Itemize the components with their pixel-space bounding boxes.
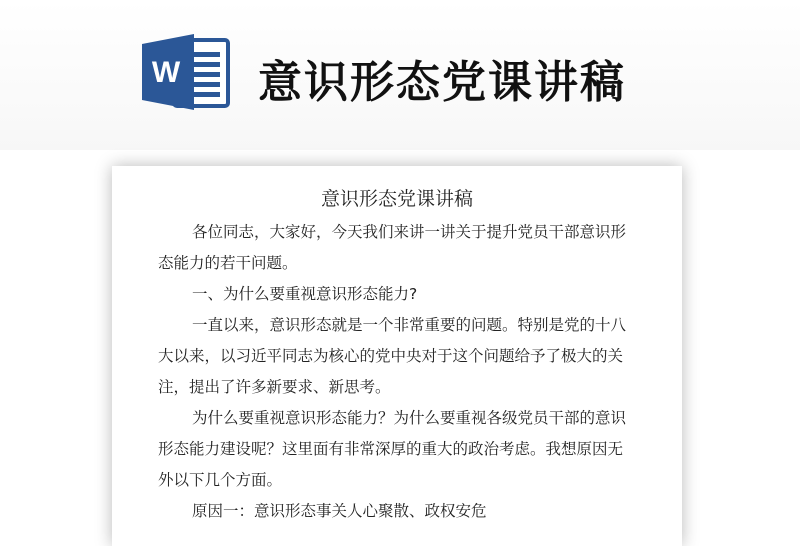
document-line: 注，提出了许多新要求、新思考。 [158,378,391,396]
document-line: 一、为什么要重视意识形态能力? [192,285,418,303]
document-line: 一直以来，意识形态就是一个非常重要的问题。特别是党的十八 [192,316,627,334]
word-logo-letter: W [151,56,181,89]
word-icon [140,32,232,112]
page-title: 意识形态党课讲稿 [258,57,626,108]
document-line: 大以来，以习近平同志为核心的党中央对于这个问题给予了极大的关 [158,347,624,365]
document-line: 原因一：意识形态事关人心聚散、政权安危 [192,502,487,520]
document-line: 各位同志，大家好，今天我们来讲一讲关于提升党员干部意识形 [192,223,627,241]
document-page [112,166,682,546]
document-title: 意识形态党课讲稿 [320,188,473,210]
document-line: 态能力的若干问题。 [158,254,298,272]
document-line: 为什么要重视意识形态能力？为什么要重视各级党员干部的意识 [192,409,627,427]
document-line: 形态能力建设呢？这里面有非常深厚的重大的政治考虑。我想原因无 [158,440,624,458]
document-line: 外以下几个方面。 [158,471,283,489]
header-banner [0,0,800,150]
